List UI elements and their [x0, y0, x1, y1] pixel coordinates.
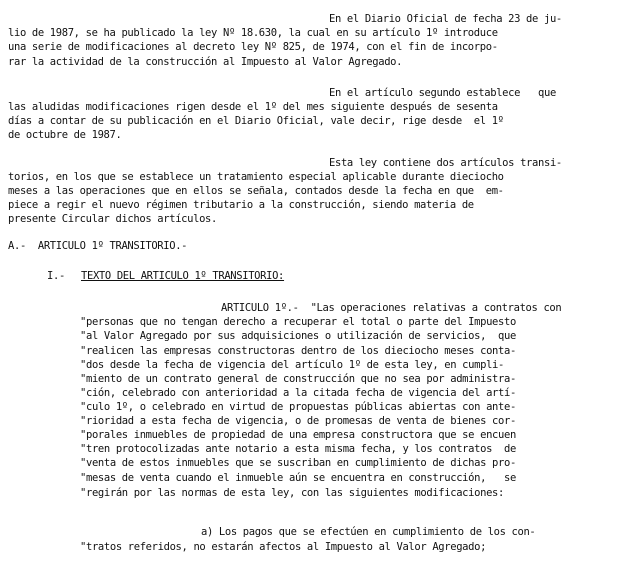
section-i-number: I.- [47, 270, 65, 282]
section-a-heading: A.- ARTICULO 1º TRANSITORIO.- [8, 240, 188, 252]
paragraph-3-line-4: piece a regir el nuevo régimen tributario a la construcción, siendo materia de [8, 199, 474, 211]
paragraph-1-line-1: En el Diario Oficial de fecha 23 de ju- [329, 13, 562, 25]
article-line-12: "venta de estos inmuebles que se suscriban en cumplimiento de dichas pro- [80, 457, 516, 469]
paragraph-3-line-2: torios, en los que se establece un tratamiento especial aplicable durante dieciocho [8, 171, 504, 183]
paragraph-3-line-1: Esta ley contiene dos artículos transi- [329, 157, 562, 169]
paragraph-2-line-4: de octubre de 1987. [8, 129, 122, 141]
article-line-3: "al Valor Agregado por sus adquisiciones o utilización de servicios, que [80, 330, 516, 342]
article-line-8: "culo 1º, o celebrado en virtud de propuestas públicas abiertas con ante- [80, 401, 516, 413]
article-line-7: "ción, celebrado con anterioridad a la citada fecha de vigencia del artí- [80, 387, 516, 399]
item-a-line-2: "tratos referidos, no estarán afectos al Impuesto al Valor Agregado; [80, 541, 487, 553]
article-line-9: "rioridad a esta fecha de vigencia, o de promesas de venta de bienes cor- [80, 415, 516, 427]
article-line-10: "porales inmuebles de propiedad de una empresa constructora que se encuen [80, 429, 516, 441]
article-line-11: "tren protocolizadas ante notario a esta misma fecha, y los contratos de [80, 443, 516, 455]
article-line-1: ARTICULO 1º.- "Las operaciones relativas a contratos con [221, 302, 562, 314]
paragraph-2-line-3: días a contar de su publicación en el Diario Oficial, vale decir, rige desde el 1º [8, 115, 504, 127]
paragraph-3-line-5: presente Circular dichos artículos. [8, 213, 218, 225]
article-line-14: "regirán por las normas de esta ley, con las siguientes modificaciones: [80, 487, 504, 499]
paragraph-1-line-2: lio de 1987, se ha publicado la ley Nº 18.630, la cual en su artículo 1º introduce [8, 27, 498, 39]
section-i-title: TEXTO DEL ARTICULO 1º TRANSITORIO: [81, 270, 285, 282]
article-line-6: "miento de un contrato general de construcción que no sea por administra- [80, 373, 516, 385]
article-line-13: "mesas de venta cuando el inmueble aún se encuentra en construcción, se [80, 472, 516, 484]
article-line-2: "personas que no tengan derecho a recuperar el total o parte del Impuesto [80, 316, 516, 328]
paragraph-2-line-1: En el artículo segundo establece que [329, 87, 556, 99]
article-line-4: "realicen las empresas constructoras dentro de los dieciocho meses conta- [80, 345, 516, 357]
article-line-5: "dos desde la fecha de vigencia del artículo 1º de esta ley, en cumpli- [80, 359, 504, 371]
paragraph-3-line-3: meses a las operaciones que en ellos se señala, contados desde la fecha en que em- [8, 185, 504, 197]
paragraph-2-line-2: las aludidas modificaciones rigen desde el 1º del mes siguiente después de sesenta [8, 101, 498, 113]
paragraph-1-line-3: una serie de modificaciones al decreto ley Nº 825, de 1974, con el fin de incorpo- [8, 41, 498, 53]
paragraph-1-line-4: rar la actividad de la construcción al Impuesto al Valor Agregado. [8, 56, 403, 68]
item-a-line-1: a) Los pagos que se efectúen en cumplimiento de los con- [201, 526, 536, 538]
